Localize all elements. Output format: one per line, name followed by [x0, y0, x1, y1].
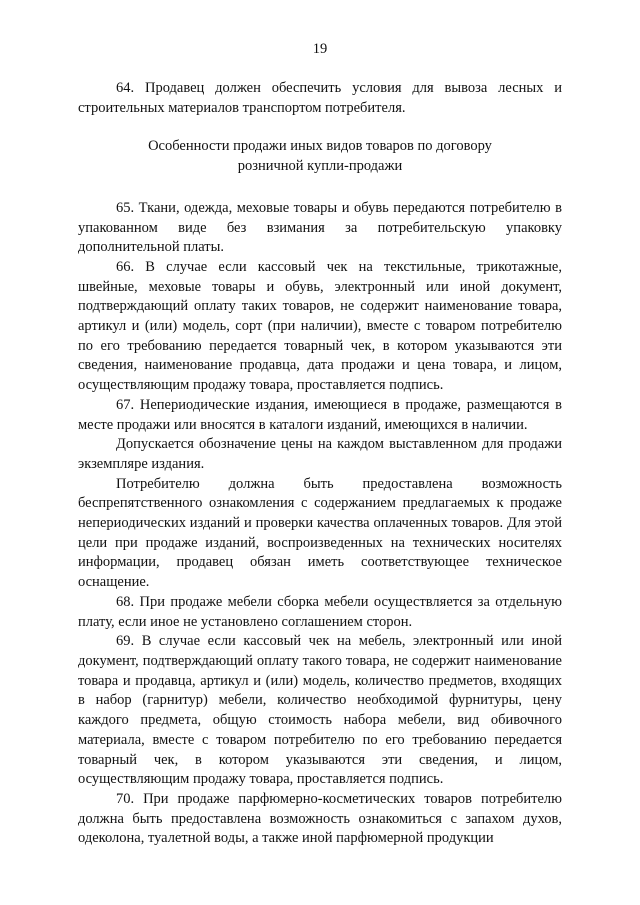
paragraph-67-price: Допускается обозначение цены на каждом выставленном для продажи экземпляре издания.: [78, 436, 562, 472]
paragraph-66: 66. В случае если кассовый чек на текстильные, трикотажные, швейные, меховые товары и обувь, электронный или иной документ, подтверждающий оплату таких товаров, не содержит наименование товара, артикул и (или) модель, сорт (при наличии), вместе с товаром потребителю по его требованию передается товарный чек, в котором указываются эти сведения, наименование продавца, дата продажи и цена товара, и лицом, осуществляющим продажу товара, проставляется подпись.: [78, 258, 562, 394]
paragraph-64: 64. Продавец должен обеспечить условия для вывоза лесных и строительных материалов транспортом потребителя.: [78, 80, 562, 116]
paragraph-65: 65. Ткани, одежда, меховые товары и обувь передаются потребителю в упакованном виде без взимания за потребительскую упаковку дополнительной платы.: [78, 199, 562, 256]
paragraph-67: 67. Непериодические издания, имеющиеся в продаже, размещаются в месте продажи или вносятся в каталоги изданий, имеющихся в наличии.: [78, 396, 562, 433]
section-heading-line-1: Особенности продажи иных видов товаров по договору: [148, 138, 492, 155]
page-number: 19: [312, 41, 328, 57]
paragraph-68: 68. При продаже мебели сборка мебели осуществляется за отдельную плату, если иное не установлено соглашением сторон.: [78, 593, 562, 630]
section-heading: [78, 137, 562, 176]
paragraph-70: 70. При продаже парфюмерно-косметических товаров потребителю должна быть предоставлена возможность ознакомиться с запахом духов, одеколона, туалетной воды, а также иной парфюмерной продукции: [78, 790, 562, 847]
section-heading-line-2: розничной купли-продажи: [237, 158, 403, 175]
paragraph-69: 69. В случае если кассовый чек на мебель, электронный или иной документ, подтверждающий оплату такого товара, не содержит наименование товара и продавца, артикул и (или) модель, количество предметов, входящих в набор (гарнитур) мебели, количество необходимой фурнитуры, цену каждого предмета, общую стоимость набора мебели, вид обивочного материала, вместе с товаром потребителю по его требованию передается товарный чек, в котором указываются эти сведения, и лицом, осуществляющим продажу товара, проставляется подпись.: [78, 633, 562, 788]
document-body: [78, 79, 562, 849]
paragraph-67-review: Потребителю должна быть предоставлена возможность беспрепятственного ознакомления с содержанием предлагаемых к продаже непериодических изданий и проверки качества оплаченных товаров. Для этой цели при продаже изданий, воспроизведенных на технических носителях информации, продавец обязан иметь соответствующее техническое оснащение.: [78, 475, 562, 591]
